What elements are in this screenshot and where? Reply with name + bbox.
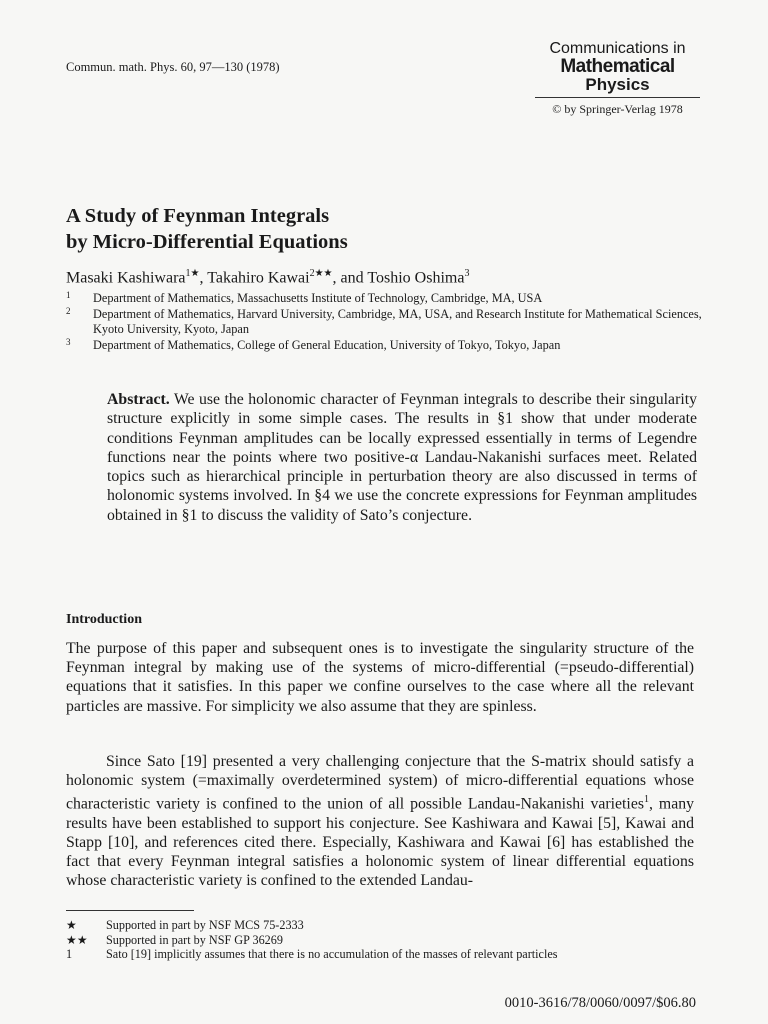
affiliation-item — [66, 338, 706, 354]
footnote-text: Supported in part by NSF MCS 75-2333 — [106, 918, 304, 932]
author-2-mark: 2★★ — [309, 268, 333, 279]
footnote-text: Sato [19] implicitly assumes that there is no accumulation of the masses of relevant particles — [106, 947, 558, 961]
paper-title — [66, 203, 348, 255]
abstract-label: Abstract. — [107, 391, 170, 408]
author-1-mark: 1★ — [185, 268, 200, 279]
masthead-divider — [535, 97, 700, 98]
abstract — [107, 390, 697, 525]
copyright-line: © by Springer-Verlag 1978 — [552, 102, 683, 116]
footnote-item — [66, 933, 558, 948]
footnote-item — [66, 947, 558, 962]
author-list — [66, 268, 469, 287]
journal-citation: Commun. math. Phys. 60, 97—130 (1978) — [66, 60, 280, 74]
title-line-1: A Study of Feynman Integrals — [66, 205, 330, 227]
title-line-2: by Micro-Differential Equations — [66, 231, 348, 253]
section-heading-introduction: Introduction — [66, 612, 142, 627]
affiliation-number: 2 — [66, 305, 71, 316]
footnote-mark: ★ — [66, 918, 77, 932]
footnote-mark: ★★ — [66, 932, 88, 947]
journal-name-line1: Communications in — [549, 40, 686, 57]
footnote-mark: 1 — [66, 947, 73, 961]
article-code: 0010-3616/78/0060/0097/$06.80 — [504, 995, 696, 1011]
author-2: , Takahiro Kawai — [199, 269, 310, 287]
affiliation-number: 1 — [66, 290, 71, 300]
journal-name-line2: Mathematical — [560, 56, 675, 77]
affiliation-item — [66, 307, 706, 338]
footnote-divider — [66, 910, 194, 911]
intro-paragraph-1: The purpose of this paper and subsequent ones is to investigate the singularity structure of the Feynman integral by making use of the systems of micro-differential (=pseudo-differential) equations that it satisfies. In this paper we confine ourselves to the case where all the relevant particles are massive. For simplicity we also assume that they are spinless. — [66, 640, 694, 715]
affiliation-item — [66, 291, 706, 307]
intro-paragraph-2 — [66, 752, 694, 891]
footnote-item — [66, 918, 558, 933]
author-3-mark: 3 — [464, 268, 470, 279]
affiliation-text: Department of Mathematics, Harvard University, Cambridge, MA, USA, and Research Institute for Mathematical Sciences, Kyoto University, Kyoto, Japan — [93, 306, 702, 336]
affiliation-text: Department of Mathematics, Massachusetts Institute of Technology, Cambridge, MA, USA — [93, 291, 543, 305]
affiliations — [66, 291, 706, 353]
intro-paragraph-2-part-a: Since Sato [19] presented a very challenging conjecture that the S-matrix should satisfy a holonomic system (=maximally overdetermined system) of micro-differential equations whose characteristic variety is confined to the union of all possible Landau-Nakanishi varieties — [66, 753, 694, 813]
footnote-text: Supported in part by NSF GP 36269 — [106, 932, 283, 947]
abstract-text: We use the holonomic character of Feynman integrals to describe their singularity structure explicitly in some simple cases. The results in §1 show that under moderate conditions Feynman amplitudes can be locally expressed essentially in terms of Legendre functions near the points where two positive-α Landau-Nakanishi surfaces meet. Related topics such as hierarchical principle in perturbation theory are also discussed in terms of holonomic systems involved. In §4 we use the concrete expressions for Feynman amplitudes obtained in §1 to discuss the validity of Sato’s conjecture. — [107, 391, 697, 524]
intro-paragraph-2-part-b: , many results have been established to support his conjecture. See Kashiwara and Kawai [5], Kawai and Stapp [10], and references cited there. Especially, Kashiwara and Kawai [6] has established the fact that every Feynman integral satisfies a holonomic system of linear differential equations whose characteristic variety is confined to the extended Landau- — [66, 795, 694, 890]
author-3: , and Toshio Oshima — [332, 269, 465, 287]
affiliation-number: 3 — [66, 336, 71, 347]
footnotes — [66, 918, 558, 962]
author-1: Masaki Kashiwara — [66, 269, 186, 287]
journal-name-line3: Physics — [585, 75, 650, 94]
affiliation-text: Department of Mathematics, College of General Education, University of Tokyo, Tokyo, Japan — [93, 337, 561, 352]
journal-masthead — [535, 40, 700, 118]
footnote-ref: 1 — [643, 794, 649, 806]
